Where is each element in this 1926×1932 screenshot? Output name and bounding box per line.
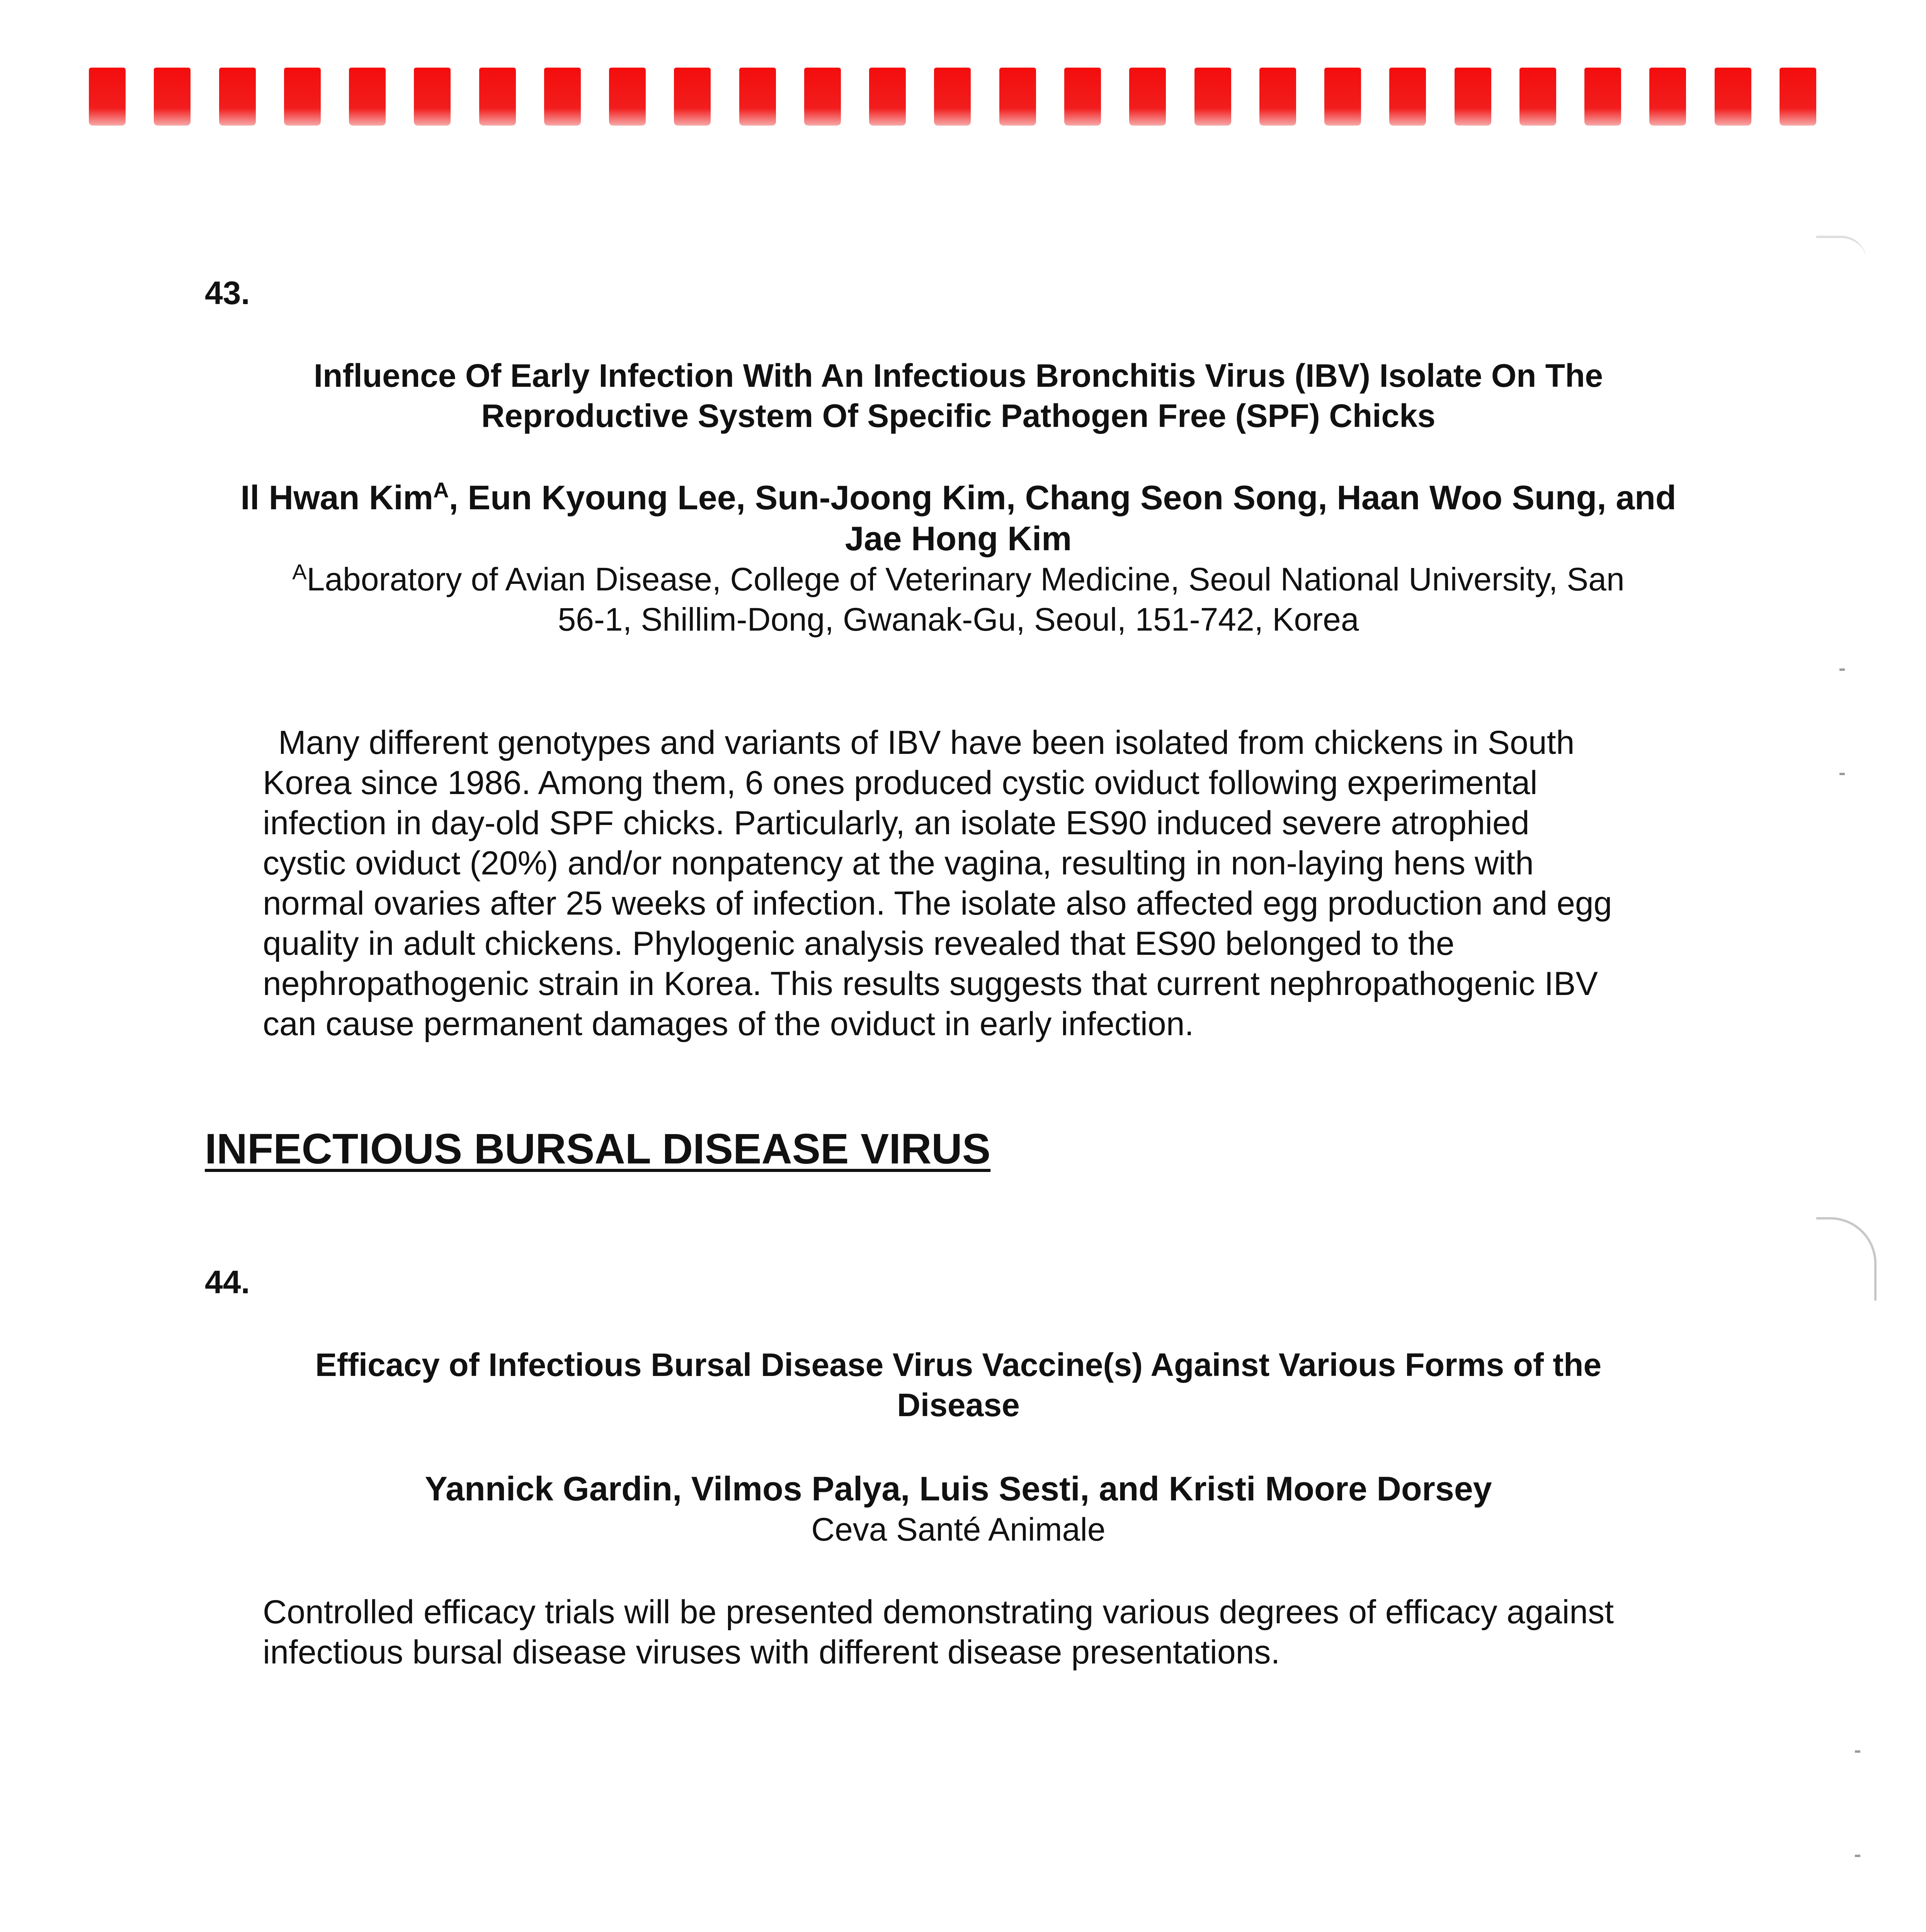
body-line: infectious bursal disease viruses with different disease presentations. [263, 1634, 1280, 1671]
scan-speck [1855, 1750, 1860, 1753]
abstract-body [263, 1592, 1708, 1672]
author-list [201, 477, 1716, 639]
body-line: Many different genotypes and variants of IBV have been isolated from chickens in South [278, 724, 1575, 761]
red-strip-block [89, 68, 126, 126]
red-strip-block [869, 68, 906, 126]
affiliation-text: Laboratory of Avian Disease, College of Veterinary Medicine, Seoul National University, San [306, 561, 1625, 597]
red-strip-block [1064, 68, 1101, 126]
body-line: quality in adult chickens. Phylogenic analysis revealed that ES90 belonged to the [263, 925, 1455, 962]
author-line [201, 477, 1716, 518]
red-strip-block [739, 68, 776, 126]
body-line: infection in day-old SPF chicks. Particularly, an isolate ES90 induced severe atrophied [263, 804, 1530, 842]
red-strip-block [1194, 68, 1231, 126]
red-header-strip [89, 68, 1816, 126]
red-strip-block [544, 68, 581, 126]
abstract-title [201, 355, 1716, 436]
abstract-number: 44. [205, 1264, 250, 1300]
author-names: , Eun Kyoung Lee, Sun-Joong Kim, Chang Seon Song, Haan Woo Sung, and [449, 478, 1676, 517]
red-strip-block [154, 68, 191, 126]
red-strip-block [1584, 68, 1621, 126]
binder-hole-mark [1816, 1217, 1877, 1301]
binder-hole-mark [1816, 236, 1866, 261]
affiliation-line [201, 559, 1716, 599]
red-strip-block [1780, 68, 1816, 126]
abstract-title-line: Influence Of Early Infection With An Infectious Bronchitis Virus (IBV) Isolate On The [313, 357, 1603, 394]
red-strip-block [674, 68, 711, 126]
body-line: Controlled efficacy trials will be presented demonstrating various degrees of efficacy against [263, 1594, 1614, 1631]
red-strip-block [219, 68, 256, 126]
body-line: nephropathogenic strain in Korea. This results suggests that current nephropathogenic IBV [263, 965, 1598, 1002]
red-strip-block [1519, 68, 1556, 126]
red-strip-block [284, 68, 321, 126]
scan-speck [1839, 773, 1845, 775]
red-strip-block [1389, 68, 1426, 126]
author-list [201, 1468, 1716, 1549]
red-strip-block [934, 68, 971, 126]
section-heading: INFECTIOUS BURSAL DISEASE VIRUS [205, 1125, 991, 1173]
abstract-title-line: Disease [897, 1387, 1020, 1423]
red-strip-block [349, 68, 386, 126]
affiliation-line: 56-1, Shillim-Dong, Gwanak-Gu, Seoul, 151-742, Korea [558, 601, 1359, 638]
author-line: Yannick Gardin, Vilmos Palya, Luis Sesti, and Kristi Moore Dorsey [425, 1469, 1492, 1508]
body-line: normal ovaries after 25 weeks of infection. The isolate also affected egg production and egg [263, 885, 1612, 922]
red-strip-block [1455, 68, 1491, 126]
red-strip-block [1715, 68, 1751, 126]
affiliation-marker: A [292, 560, 307, 584]
red-strip-block [479, 68, 516, 126]
body-line: Korea since 1986. Among them, 6 ones produced cystic oviduct following experimental [263, 764, 1538, 801]
red-strip-block [1259, 68, 1296, 126]
abstract-number: 43. [205, 275, 250, 311]
abstract-body [263, 723, 1708, 1044]
red-strip-block [804, 68, 841, 126]
abstract-title [201, 1345, 1716, 1425]
author-line: Jae Hong Kim [845, 519, 1072, 558]
affiliation-marker: A [433, 478, 449, 502]
affiliation-line: Ceva Santé Animale [811, 1511, 1106, 1548]
red-strip-block [999, 68, 1036, 126]
body-line: can cause permanent damages of the oviduct in early infection. [263, 1005, 1194, 1043]
abstract-title-line: Efficacy of Infectious Bursal Disease Virus Vaccine(s) Against Various Forms of the [315, 1347, 1602, 1383]
scan-speck [1839, 668, 1845, 671]
red-strip-block [1324, 68, 1361, 126]
author-name: Il Hwan Kim [240, 478, 434, 517]
red-strip-block [1649, 68, 1686, 126]
scan-speck [1855, 1855, 1860, 1857]
red-strip-block [414, 68, 451, 126]
body-line: cystic oviduct (20%) and/or nonpatency at the vagina, resulting in non-laying hens with [263, 845, 1534, 882]
red-strip-block [1129, 68, 1166, 126]
red-strip-block [609, 68, 646, 126]
abstract-title-line: Reproductive System Of Specific Pathogen Free (SPF) Chicks [481, 398, 1436, 434]
